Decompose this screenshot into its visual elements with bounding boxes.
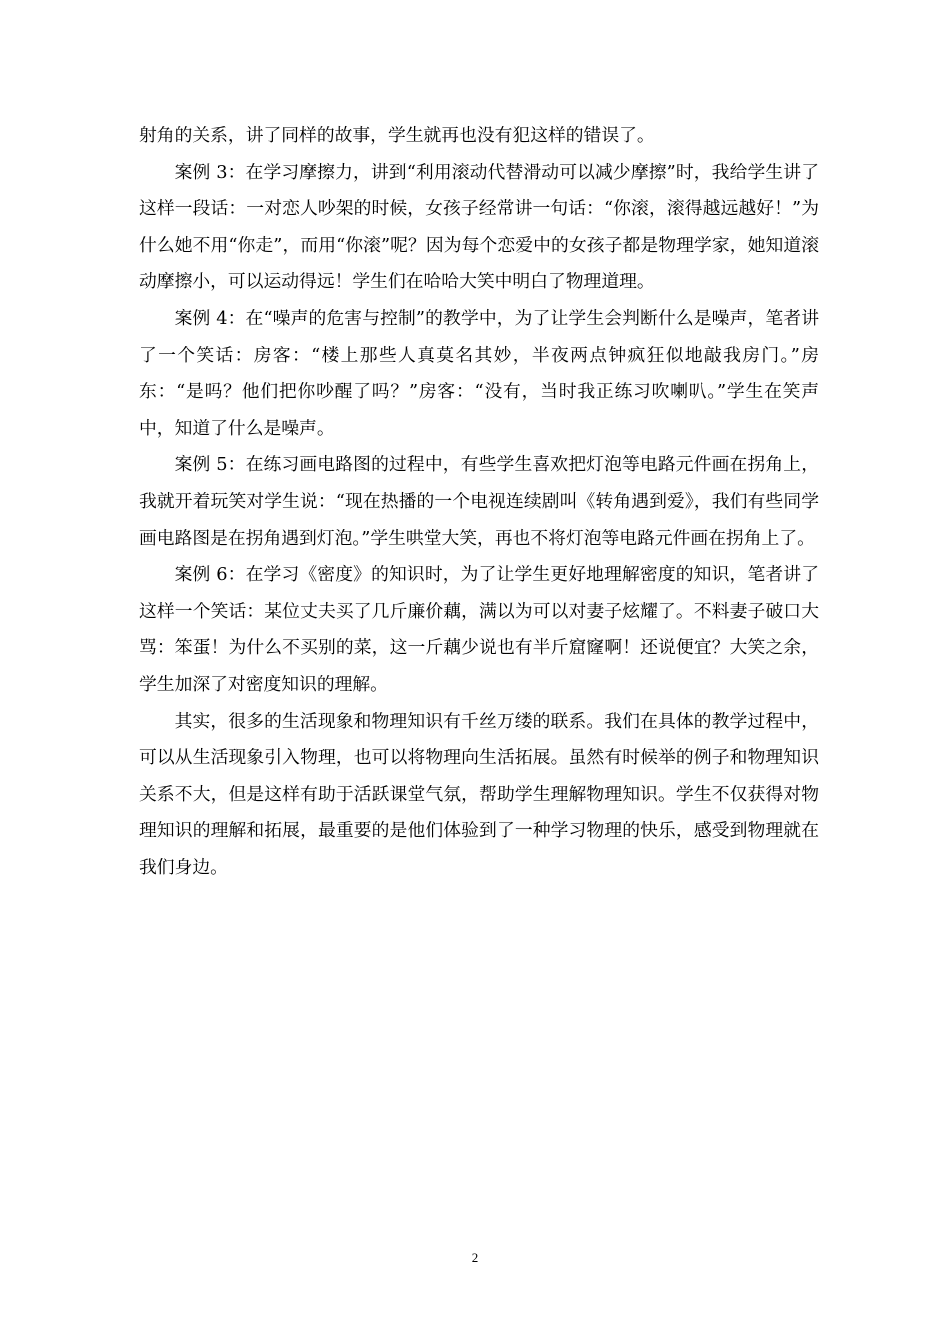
page-number: 2 bbox=[471, 1250, 479, 1265]
paragraph-continuation: 射角的关系，讲了同样的故事，学生就再也没有犯这样的错误了。 bbox=[139, 125, 655, 146]
paragraph-conclusion: 其实，很多的生活现象和物理知识有千丝万缕的联系。我们在具体的教学过程中，可以从生活现象引入物理，也可以将物理向生活拓展。虽然有时候举的例子和物理知识关系不大，但是这样有助于活跃课堂气氛，帮助学生理解物理知识。学生不仅获得对物理知识的理解和拓展，最重要的是他们体验到了一种学习物理的快乐，感受到物理就在我们身边。 bbox=[139, 710, 819, 878]
paragraph-case-3: 案例 3：在学习摩擦力，讲到“利用滚动代替滑动可以减少摩擦”时，我给学生讲了这样一段话：一对恋人吵架的时候，女孩子经常讲一句话：“你滚，滚得越远越好！”为什么她不用“你走”，而用“你滚”呢？因为每个恋爱中的女孩子都是物理学家，她知道滚动摩擦小，可以运动得远！学生们在哈哈大笑中明白了物理道理。 bbox=[139, 161, 819, 293]
body-text bbox=[139, 118, 819, 886]
paragraph-case-5: 案例 5：在练习画电路图的过程中，有些学生喜欢把灯泡等电路元件画在拐角上，我就开着玩笑对学生说：“现在热播的一个电视连续剧叫《转角遇到爱》，我们有些同学画电路图是在拐角遇到灯泡。”学生哄堂大笑，再也不将灯泡等电路元件画在拐角上了。 bbox=[139, 454, 819, 549]
paragraph-case-6: 案例 6：在学习《密度》的知识时，为了让学生更好地理解密度的知识，笔者讲了这样一个笑话：某位丈夫买了几斤廉价藕，满以为可以对妻子炫耀了。不料妻子破口大骂：笨蛋！为什么不买别的菜，这一斤藕少说也有半斤窟窿啊！还说便宜？大笑之余，学生加深了对密度知识的理解。 bbox=[139, 564, 819, 695]
paragraph-case-4: 案例 4：在“噪声的危害与控制”的教学中，为了让学生会判断什么是噪声，笔者讲了一个笑话：房客：“楼上那些人真莫名其妙，半夜两点钟疯狂似地敲我房门。”房东：“是吗？他们把你吵醒了吗？”房客：“没有，当时我正练习吹喇叭。”学生在笑声中，知道了什么是噪声。 bbox=[139, 307, 819, 439]
